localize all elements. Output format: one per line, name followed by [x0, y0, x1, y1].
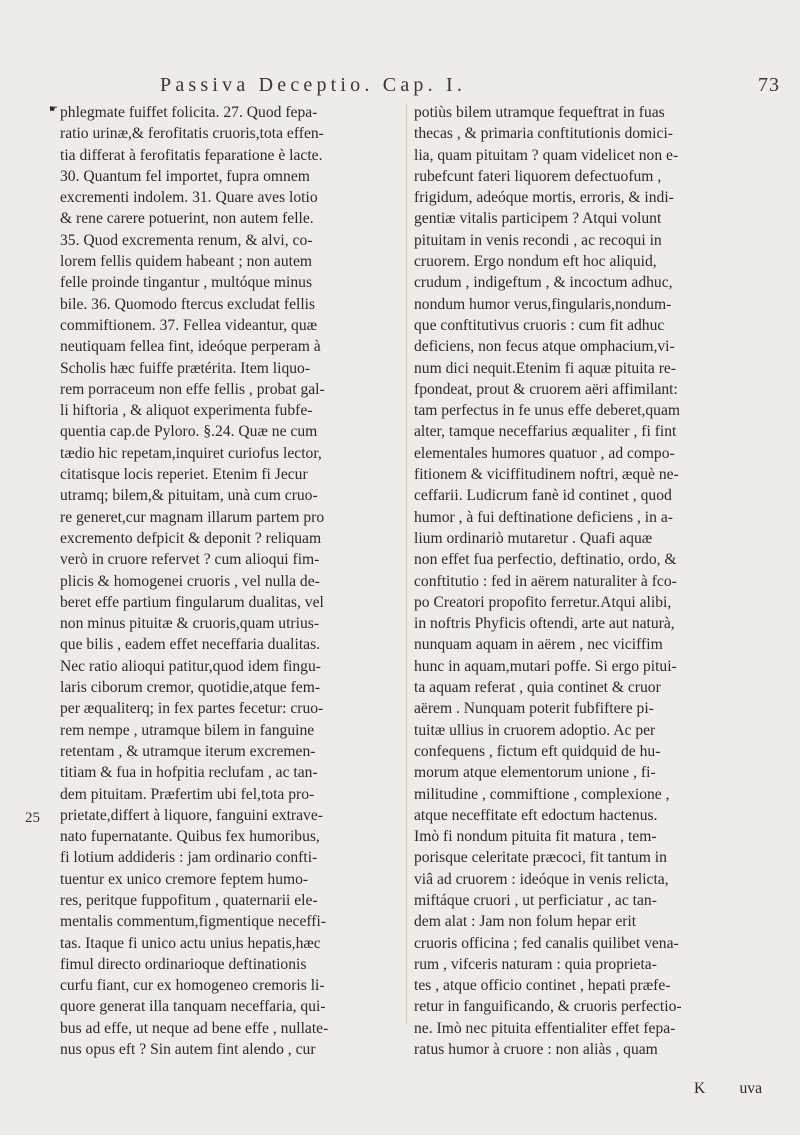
- running-title: Passiva Deceptio. Cap. I.: [160, 74, 467, 96]
- catchword: uva: [739, 1080, 762, 1097]
- text-line: excremento defpicit & deponit ? reliquam: [60, 529, 322, 547]
- text-line: 30. Quantum fel importet, fupra omnem: [60, 167, 310, 185]
- text-line: excrementi indolem. 31. Quare aves lotio: [60, 189, 318, 207]
- text-line: ceffarii. Ludicrum fanè id continet , quod: [414, 487, 672, 505]
- text-line: laris ciborum cremor, quotidie,atque fem-: [60, 679, 321, 697]
- text-line: tes , atque officio continet , hepati præfe-: [414, 977, 671, 995]
- text-line: retentam , & utramque iterum excremen-: [60, 742, 316, 760]
- text-line: aërem . Nunquam poterit fubfiftere pi-: [414, 700, 654, 718]
- text-line: plicis & homogenei cruoris , vel nulla de-: [60, 572, 320, 590]
- running-header: [160, 74, 780, 102]
- text-line: tia differat à ferofitatis feparatione è lacte.: [60, 146, 323, 164]
- text-line: & rene carere potuerint, non autem felle.: [60, 210, 314, 228]
- column-divider: [406, 104, 407, 1024]
- text-line: lium ordinariò mutaretur . Quafi aquæ: [414, 529, 653, 547]
- text-line: tas. Itaque fi unico actu unius hepatis,hæc: [60, 934, 321, 952]
- text-line: felle proinde tingantur , multóque minus: [60, 274, 313, 292]
- text-line: tuentur ex unico cremore feptem humo-: [60, 870, 309, 888]
- text-line: li hiftoria , & aliquot experimenta fubfe-: [60, 402, 313, 420]
- text-line: humor , à fui deftinatione deficiens , in a-: [414, 508, 673, 526]
- text-line: elementales humores quatuor , ad compo-: [414, 444, 675, 462]
- left-text-column: [60, 102, 404, 1060]
- text-line: citatisque locis reperiet. Etenim fi Jecur: [60, 466, 308, 484]
- text-line: thecas , & primaria conftitutionis domici-: [414, 125, 673, 143]
- text-line: lia, quam pituitam ? quam videlicet non e-: [414, 146, 679, 164]
- text-line: neutiquam fellea fint, ideóque perperam à: [60, 338, 321, 356]
- text-line: ratio urinæ,& ferofitatis cruoris,tota effen-: [60, 125, 324, 143]
- text-line: ne. Imò nec pituita effentialiter effet fepa-: [414, 1019, 676, 1037]
- text-line: re generet,cur magnam illarum partem pro: [60, 508, 325, 526]
- page-footer: [414, 1080, 770, 1100]
- text-line: tædio hic repetam,inquiret curiofus lector,: [60, 444, 322, 462]
- text-line: quore generat illa tanquam neceffaria, qui-: [60, 998, 326, 1016]
- text-line: nondum humor verus,fingularis,nondum-: [414, 295, 672, 313]
- text-line: nato fupernatante. Quibus fex humoribus,: [60, 828, 320, 846]
- text-line: fimul directo ordinarioque deftinationis: [60, 955, 307, 973]
- text-line: quentia cap.de Pyloro. §.24. Quæ ne cum: [60, 423, 318, 441]
- text-line: curfu fiant, cur ex homogeneo cremoris li-: [60, 977, 325, 995]
- text-line: num dici nequit.Etenim fi aquæ pituita re-: [414, 359, 677, 377]
- page-number: 73: [758, 74, 780, 96]
- text-line: dem alat : Jam non folum hepar erit: [414, 913, 637, 931]
- text-line: viâ ad cruorem : ideóque in venis relicta,: [414, 870, 669, 888]
- text-line: rem nempe , utramque bilem in fanguine: [60, 721, 315, 739]
- text-line: titiam & fua in hofpitia reclufam , ac tan-: [60, 764, 318, 782]
- text-line: per æqualiterq; in fex partes fecetur: cruo-: [60, 700, 324, 718]
- text-line: gentiæ vitalis participem ? Atqui volunt: [414, 210, 662, 228]
- text-line: phlegmate fuiffet folicita. 27. Quod fepa-: [60, 104, 318, 121]
- text-line: Scholis hæc fuiffe prætérita. Item liquo-: [60, 359, 311, 377]
- margin-line-number: 25: [25, 810, 40, 826]
- text-line: prietate,differt à liquore, fanguini extrave-: [60, 806, 323, 824]
- text-line: commiftionem. 37. Fellea videantur, quæ: [60, 316, 318, 334]
- text-line: retur in fanguificando, & cruoris perfectio-: [414, 998, 682, 1016]
- text-line: po Creatori propofito ferretur.Atqui alibi,: [414, 593, 672, 611]
- text-line: Imò fi nondum pituita fit matura , tem-: [414, 828, 657, 846]
- text-line: ta aquam referat , quia continet & cruor: [414, 679, 661, 697]
- text-line: non effet fua perfectio, deftinatio, ordo, &: [414, 551, 677, 569]
- text-line: tam perfectus in fe unus effe deberet,quam: [414, 402, 680, 420]
- text-line: fi lotium addideris : jam ordinario confti-: [60, 849, 318, 867]
- text-line: Nec ratio alioqui patitur,quod idem fingu-: [60, 657, 321, 675]
- text-line: utramq; bilem,& pituitam, unà cum cruo-: [60, 487, 318, 505]
- text-line: alter, tamque neceffarius æqualiter , fi fint: [414, 423, 677, 441]
- text-line: hunc in aquam,mutari poffe. Si ergo pitui-: [414, 657, 677, 675]
- text-line: deficiens, non fecus atque omphacium,vi-: [414, 338, 675, 356]
- text-line: miftáque cruori , ut perficiatur , ac tan-: [414, 891, 657, 909]
- text-line: cruoris officina ; fed canalis quilibet vena-: [414, 934, 679, 952]
- text-line: pituitam in venis recondi , ac recoqui in: [414, 231, 662, 249]
- text-line: morum atque elementorum unione , fi-: [414, 764, 656, 782]
- text-line: in noftris Phyficis oftendi, arte aut naturà,: [414, 615, 675, 633]
- text-line: que conftitutivus cruoris : cum fit adhuc: [414, 316, 665, 334]
- text-line: atque neceffitate eft edoctum hactenus.: [414, 806, 658, 824]
- text-line: mentalis commentum,figmentique neceffi-: [60, 913, 327, 931]
- text-line: confequens , fictum eft quidquid de hu-: [414, 742, 661, 760]
- signature-mark: K: [694, 1080, 706, 1097]
- text-line: rubefcunt fateri liquorem defectuofum ,: [414, 167, 662, 185]
- text-line: 35. Quod excrementa renum, & alvi, co-: [60, 231, 313, 249]
- text-line: militudine , commiftione , complexione ,: [414, 785, 670, 803]
- text-line: potiùs bilem utramque fequeftrat in fuas: [414, 104, 665, 121]
- text-line: dem pituitam. Præfertim ubi fel,tota pro-: [60, 785, 315, 803]
- text-line: bus ad effe, ut neque ad bene effe , nullate-: [60, 1019, 329, 1037]
- text-line: ratus humor à cruore : non aliàs , quam: [414, 1041, 658, 1059]
- text-line: lorem fellis quidem habeant ; non autem: [60, 253, 313, 271]
- text-line: verò in cruore refervet ? cum alioqui fim-: [60, 551, 320, 569]
- text-line: fpondeat, prout & cruorem aëri affimilant:: [414, 380, 678, 398]
- text-line: tuitæ ullius in cruorem adoptio. Ac per: [414, 721, 656, 739]
- text-line: rum , vifceris naturam : quia proprieta-: [414, 955, 657, 973]
- text-line: nunquam aquam in aërem , nec viciffim: [414, 636, 663, 654]
- hand-pointer-icon: ☛: [49, 104, 58, 115]
- text-line: fitionem & viciffitudinem noftri, æquè ne-: [414, 466, 679, 484]
- text-line: frigidum, adeóque mortis, erroris, & indi-: [414, 189, 674, 207]
- text-line: crudum , indigeftum , & incoctum adhuc,: [414, 274, 673, 292]
- text-line: beret effe partium fingularum dualitas, vel: [60, 593, 324, 611]
- text-line: nus opus eft ? Sin autem fint alendo , cur: [60, 1041, 316, 1059]
- text-line: cruorem. Ergo nondum eft hoc aliquid,: [414, 253, 657, 271]
- text-line: porisque celeritate præcoci, fit tantum in: [414, 849, 667, 867]
- text-line: rem porraceum non effe fellis , probat gal-: [60, 380, 325, 398]
- right-text-column: [414, 102, 770, 1060]
- text-line: que bilis , eadem effet neceffaria dualitas.: [60, 636, 321, 654]
- text-line: conftitutio : fed in aërem naturaliter à fco-: [414, 572, 677, 590]
- text-line: bile. 36. Quomodo ftercus excludat fellis: [60, 295, 316, 313]
- text-line: non minus pituitæ & cruoris,quam utrius-: [60, 615, 320, 633]
- text-line: res, peritque fuppofitum , quaternarii ele-: [60, 891, 318, 909]
